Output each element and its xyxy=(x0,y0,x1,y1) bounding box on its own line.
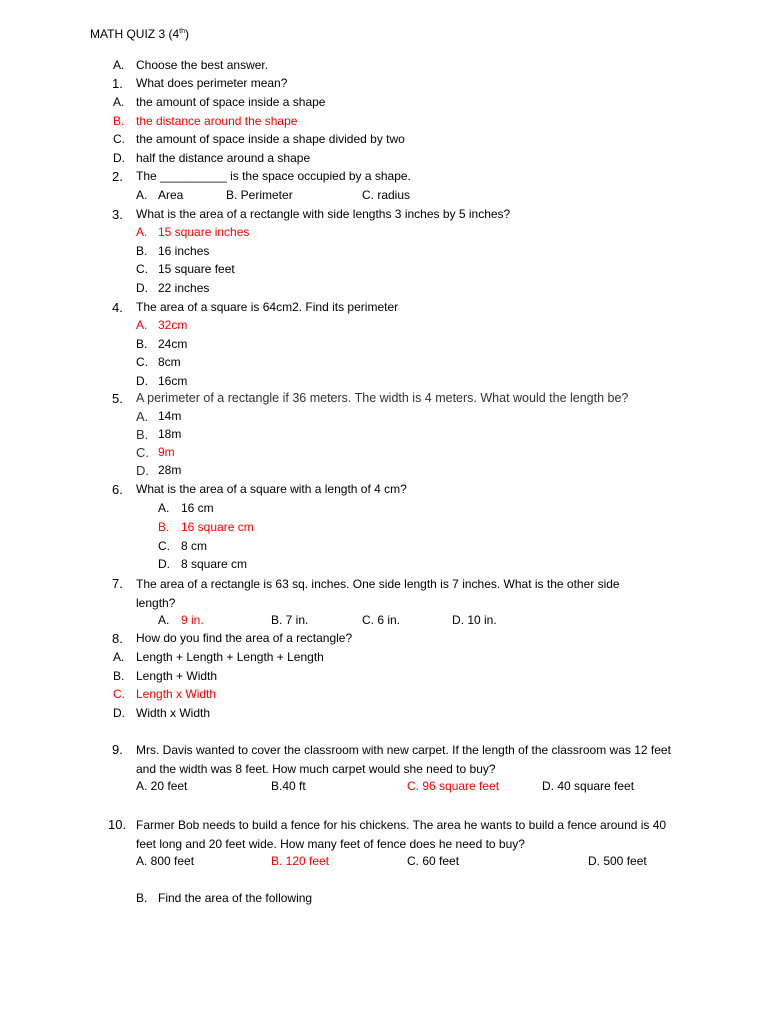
correct-answer: 9 in. xyxy=(181,613,204,627)
option-label: B. xyxy=(113,669,125,683)
option-text: C. 6 in. xyxy=(362,613,401,627)
question-number: 3. xyxy=(112,207,123,222)
correct-answer: the distance around the shape xyxy=(136,114,298,128)
question-number: 4. xyxy=(112,300,123,315)
option-label: A. xyxy=(136,225,148,239)
correct-answer: B. 120 feet xyxy=(271,854,330,868)
option-text: 22 inches xyxy=(158,281,210,295)
option-text: 16 inches xyxy=(158,244,210,258)
option-text: D. 40 square feet xyxy=(542,779,635,793)
correct-answer: Length x Width xyxy=(136,687,217,701)
option-label: C. xyxy=(136,445,149,460)
option-label: A. xyxy=(136,188,148,202)
question-number: 8. xyxy=(112,631,123,646)
option-text: B. 7 in. xyxy=(271,613,309,627)
option-label: B. xyxy=(136,427,149,442)
option-label: A. xyxy=(136,318,148,332)
question-number: 7. xyxy=(112,576,123,591)
option-text: Width x Width xyxy=(136,706,211,720)
option-text: the amount of space inside a shape divided by two xyxy=(136,132,405,146)
option-label: A. xyxy=(113,95,125,109)
option-label: A. xyxy=(158,613,170,627)
option-text: Length + Length + Length + Length xyxy=(136,650,324,664)
option-label: C. xyxy=(113,687,125,701)
question-number: 1. xyxy=(112,76,123,91)
section-b-label: B. xyxy=(136,891,148,905)
option-label: B. xyxy=(136,337,148,351)
option-text: Area xyxy=(158,188,184,202)
question-text: The area of a rectangle is 63 sq. inches. One side length is 7 inches. What is the other side length? xyxy=(136,577,620,610)
question-number: 9. xyxy=(112,742,123,757)
option-label: A. xyxy=(158,501,170,515)
question-number: 2. xyxy=(112,169,123,184)
option-label: D. xyxy=(136,463,149,478)
question-text: What does perimeter mean? xyxy=(136,76,288,90)
section-a-instruction: Choose the best answer. xyxy=(136,58,269,72)
option-label: B. xyxy=(158,520,170,534)
question-text: Farmer Bob needs to build a fence for his chickens. The area he wants to build a fence around is 40 feet long and 20 feet wide. How many feet of fence does he need to buy? xyxy=(136,818,667,851)
option-label: C. xyxy=(158,539,170,553)
option-text: B.40 ft xyxy=(271,779,306,793)
correct-answer: 32cm xyxy=(158,318,188,332)
option-text: 8cm xyxy=(158,355,181,369)
question-text: What is the area of a rectangle with side lengths 3 inches by 5 inches? xyxy=(136,207,511,221)
option-text: D. 10 in. xyxy=(452,613,497,627)
option-text: 18m xyxy=(158,427,182,441)
option-text: D. 500 feet xyxy=(588,854,647,868)
option-text: 16 cm xyxy=(181,501,214,515)
section-b-instruction: Find the area of the following xyxy=(158,891,313,905)
option-text: A. 20 feet xyxy=(136,779,188,793)
option-label: D. xyxy=(136,281,148,295)
option-text: 14m xyxy=(158,409,182,423)
question-text: Mrs. Davis wanted to cover the classroom with new carpet. If the length of the classroom was 12 feet and the width was 8 feet. How much carpet would she need to buy? xyxy=(136,743,671,776)
page-title: MATH QUIZ 3 (4th) xyxy=(90,27,189,41)
option-text: 8 cm xyxy=(181,539,208,553)
option-label: D. xyxy=(158,557,170,571)
question-text: A perimeter of a rectangle if 36 meters. The width is 4 meters. What would the length be? xyxy=(136,391,629,405)
option-text: half the distance around a shape xyxy=(136,151,311,165)
option-label: C. xyxy=(136,355,148,369)
correct-answer: 15 square inches xyxy=(158,225,250,239)
option-label: C. xyxy=(136,262,148,276)
correct-answer: C. 96 square feet xyxy=(407,779,500,793)
option-text: C. 60 feet xyxy=(407,854,460,868)
option-label: B. xyxy=(113,114,125,128)
question-text: What is the area of a square with a length of 4 cm? xyxy=(136,482,407,496)
option-text: Length + Width xyxy=(136,669,218,683)
option-label: D. xyxy=(113,151,125,165)
option-label: D. xyxy=(113,706,125,720)
option-text: C. radius xyxy=(362,188,411,202)
option-text: 8 square cm xyxy=(181,557,248,571)
option-text: the amount of space inside a shape xyxy=(136,95,326,109)
section-a-label: A. xyxy=(113,58,125,72)
question-text: How do you find the area of a rectangle? xyxy=(136,631,353,645)
question-number: 5. xyxy=(112,391,123,406)
option-text: 28m xyxy=(158,463,182,477)
question-number: 10. xyxy=(108,817,127,832)
option-text: 24cm xyxy=(158,337,188,351)
correct-answer: 9m xyxy=(158,445,175,459)
option-text: A. 800 feet xyxy=(136,854,195,868)
correct-answer: 16 square cm xyxy=(181,520,254,534)
option-text: B. Perimeter xyxy=(226,188,293,202)
option-label: A. xyxy=(136,409,149,424)
option-label: A. xyxy=(113,650,125,664)
option-label: D. xyxy=(136,374,148,388)
question-number: 6. xyxy=(112,482,123,497)
option-text: 16cm xyxy=(158,374,188,388)
option-text: 15 square feet xyxy=(158,262,235,276)
question-text: The area of a square is 64cm2. Find its perimeter xyxy=(136,300,399,314)
question-text: The __________ is the space occupied by a shape. xyxy=(136,169,411,183)
option-label: C. xyxy=(113,132,125,146)
option-label: B. xyxy=(136,244,148,258)
